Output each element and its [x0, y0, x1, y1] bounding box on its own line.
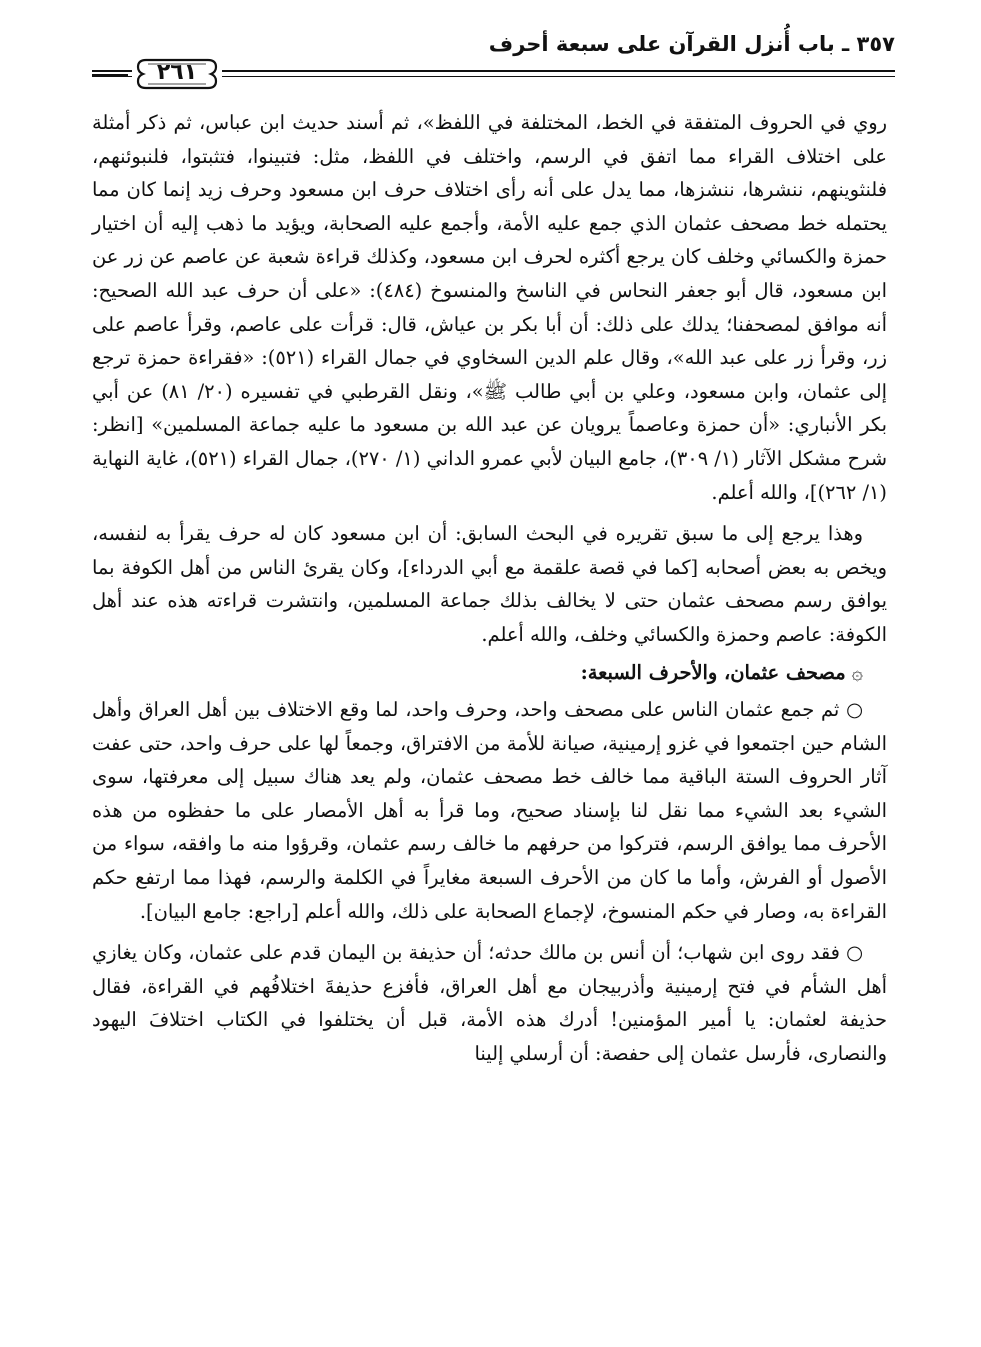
running-title: ٣٥٧ ـ باب أُنزل القرآن على سبعة أحرف: [488, 32, 895, 56]
paragraph: ○ فقد روى ابن شهاب؛ أن أنس بن مالك حدثه؛ أن حذيفة بن اليمان قدم على عثمان، وكان يغازي أهل الشأم في فتح إرمينية وأذربيجان مع أهل العراق، فأفزع حذيفةَ اختلافُهم في القراءة، فقال حذيفة لعثمان: يا أمير المؤمنين! أدرك هذه الأمة، قبل أن يختلفوا في الكتاب اختلافَ اليهود والنصارى، فأرسل عثمان إلى حفصة: أن أرسلي إلينا: [92, 941, 887, 1066]
paragraph: ○ ثم جمع عثمان الناس على مصحف واحد، وحرف واحد، لما وقع الاختلاف بين أهل العراق وأهل الشام حين اجتمعوا في غزو إرمينية، صيانة للأمة من الافتراق، وجمعاً لها على حرف واحد، حتى عفت آثار الحروف الستة الباقية مما خالف خط مصحف عثمان، ولم يعد هناك سبيل إلى معرفتها، سوى الشيء بعد الشيء مما نقل لنا بإسناد صحيح، وما قرأ به أهل الأمصار على ما حفظوه من هذه الأحرف مما يوافق الرسم، فتركوا من حرفهم ما خالف رسم عثمان، وقرؤوا منه ما وافقه، سواء من الأصول أو الفرش، وأما ما كان من الأحرف السبعة مغايراً في الكلمة والرسم، فهذا مما ارتفع حكم القراءة به، وصار في حكم المنسوخ، لإجماع الصحابة على ذلك، والله أعلم [راجع: جامع البيان].: [92, 698, 887, 923]
heading-ornament-icon: ۞: [851, 660, 863, 684]
page-content: [92, 106, 887, 1071]
section-heading-text: مصحف عثمان، والأحرف السبعة:: [580, 660, 846, 684]
section-heading: [92, 656, 887, 690]
header-left-rule: [92, 74, 128, 76]
page-number-frame: [132, 54, 222, 94]
paragraph: وهذا يرجع إلى ما سبق تقريره في البحث السابق: أن ابن مسعود كان له حرف يقرأ به لنفسه، ويخص به بعض أصحابه [كما في قصة علقمة مع أبي الدرداء]، وكان يقرئ الناس من أهل الكوفة بما يوافق رسم مصحف عثمان حتى لا يخالف بذلك جماعة المسلمين، وانتشرت قراءته هذه عند أهل الكوفة: عاصم وحمزة والكسائي وخلف، والله أعلم.: [92, 522, 887, 646]
page-header: [92, 30, 895, 100]
page-number: ٢٦١: [156, 60, 198, 85]
footnote-paragraph: روي في الحروف المتفقة في الخط، المختلفة في اللفظ»، ثم أسند حديث ابن عباس، ثم ذكر أمثلة على اختلاف القراء مما اتفق في الرسم، واختلف في اللفظ، مثل: فتبينوا، فتثبتوا، فلنبوئنهم، فلنثوينهم، ننشرها، ننشزها، مما يدل على أنه رأى اختلاف حرف ابن مسعود وحرف زيد إنما كان مما يحتمله خط مصحف عثمان الذي جمع عليه الأمة، وأجمع عليه الصحابة، ويؤيد ما ذهب إليه أن اختيار حمزة والكسائي وخلف كان يرجع أكثره لحرف ابن مسعود، وكذلك قراءة شعبة عن عاصم عن زر عن ابن مسعود، قال أبو جعفر النحاس في الناسخ والمنسوخ (٤٨٤): «على أن حرف عبد الله الصحيح: أنه موافق لمصحفنا؛ يدلك على ذلك: أن أبا بكر بن عياش، قال: قرأت على عاصم، وقرأ عاصم على زر، وقرأ زر على عبد الله»، وقال علم الدين السخاوي في جمال القراء (٥٢١): «فقراءة حمزة ترجع إلى عثمان، وابن مسعود، وعلي بن أبي طالب ﷺ»، ونقل القرطبي في تفسيره (٢٠/ ٨١) عن أبي بكر الأنباري: «أن حمزة وعاصماً يرويان عن عبد الله بن مسعود ما عليه جماعة المسلمين» [انظر: شرح مشكل الآثار (١/ ٣٠٩)، جامع البيان لأبي عمرو الداني (١/ ٢٧٠)، جمال القراء (٥٢١)، غاية النهاية (١/ ٢٦٢)]، والله أعلم.: [92, 111, 888, 504]
